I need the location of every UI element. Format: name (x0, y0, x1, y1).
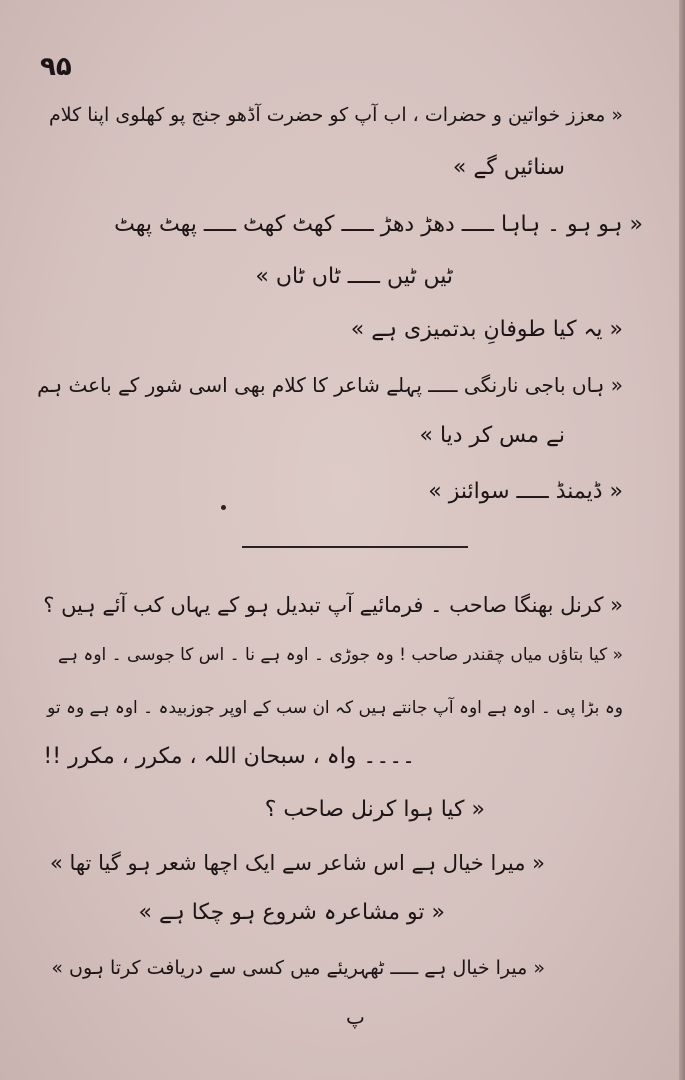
text-line: « ہو ہو ۔ ہاہا ـــــ دھڑ دھڑ ـــــ کھٹ کھٹ ـــــ پھٹ پھٹ (114, 212, 643, 237)
text-line: ٹیں ٹیں ـــــ ٹاں ٹاں » (255, 264, 453, 289)
page-number: ۹۵ (40, 52, 72, 82)
text-line: « ہاں باجی نارنگی ـــــ پہلے شاعر کا کلام بھی اسی شور کے باعث ہم (37, 373, 623, 397)
text-line: سنائیں گے » (452, 155, 565, 180)
page-edge (679, 0, 685, 1080)
text-line: « میرا خیال ہے اس شاعر سے ایک اچھا شعر ہو گیا تھا » (49, 851, 545, 875)
footer-mark: پ (346, 1005, 365, 1029)
stray-dot (221, 505, 226, 510)
text-line: « میرا خیال ہے ـــــ ٹھہریئے میں کسی سے دریافت کرتا ہوں » (51, 957, 545, 979)
text-line: « معزز خواتین و حضرات ، اب آپ کو حضرت آڈھو جنج پو کھلوی اپنا کلام (49, 104, 623, 126)
text-line: « کیا ہوا کرنل صاحب ؟ (264, 797, 485, 822)
section-divider (242, 546, 468, 548)
text-line: « کرنل بھنگا صاحب ۔ فرمائیے آپ تبدیل ہو کے یہاں کب آئے ہیں ؟ (43, 593, 623, 617)
text-line: « ڈیمنڈ ـــــ سوائنز » (428, 479, 623, 504)
text-line: « یہ کیا طوفانِ بدتمیزی ہے » (350, 317, 623, 342)
text-line: « کیا بتاؤں میاں چقندر صاحب ! وہ جوڑی ۔ اوہ ہے نا ۔ اس کا جوسی ۔ اوہ ہے (58, 645, 623, 665)
text-line: ۔۔۔۔ واہ ، سبحان اللہ ، مکرر ، مکرر !! (43, 744, 415, 769)
text-line: نے مس کر دیا » (419, 423, 565, 448)
text-line: وہ بڑا پی ۔ اوہ ہے اوہ آپ جانتے ہیں کہ ان سب کے اوپر جوزبیدہ ۔ اوہ ہے وہ تو (47, 698, 623, 718)
text-line: « تو مشاعرہ شروع ہو چکا ہے » (138, 900, 445, 925)
